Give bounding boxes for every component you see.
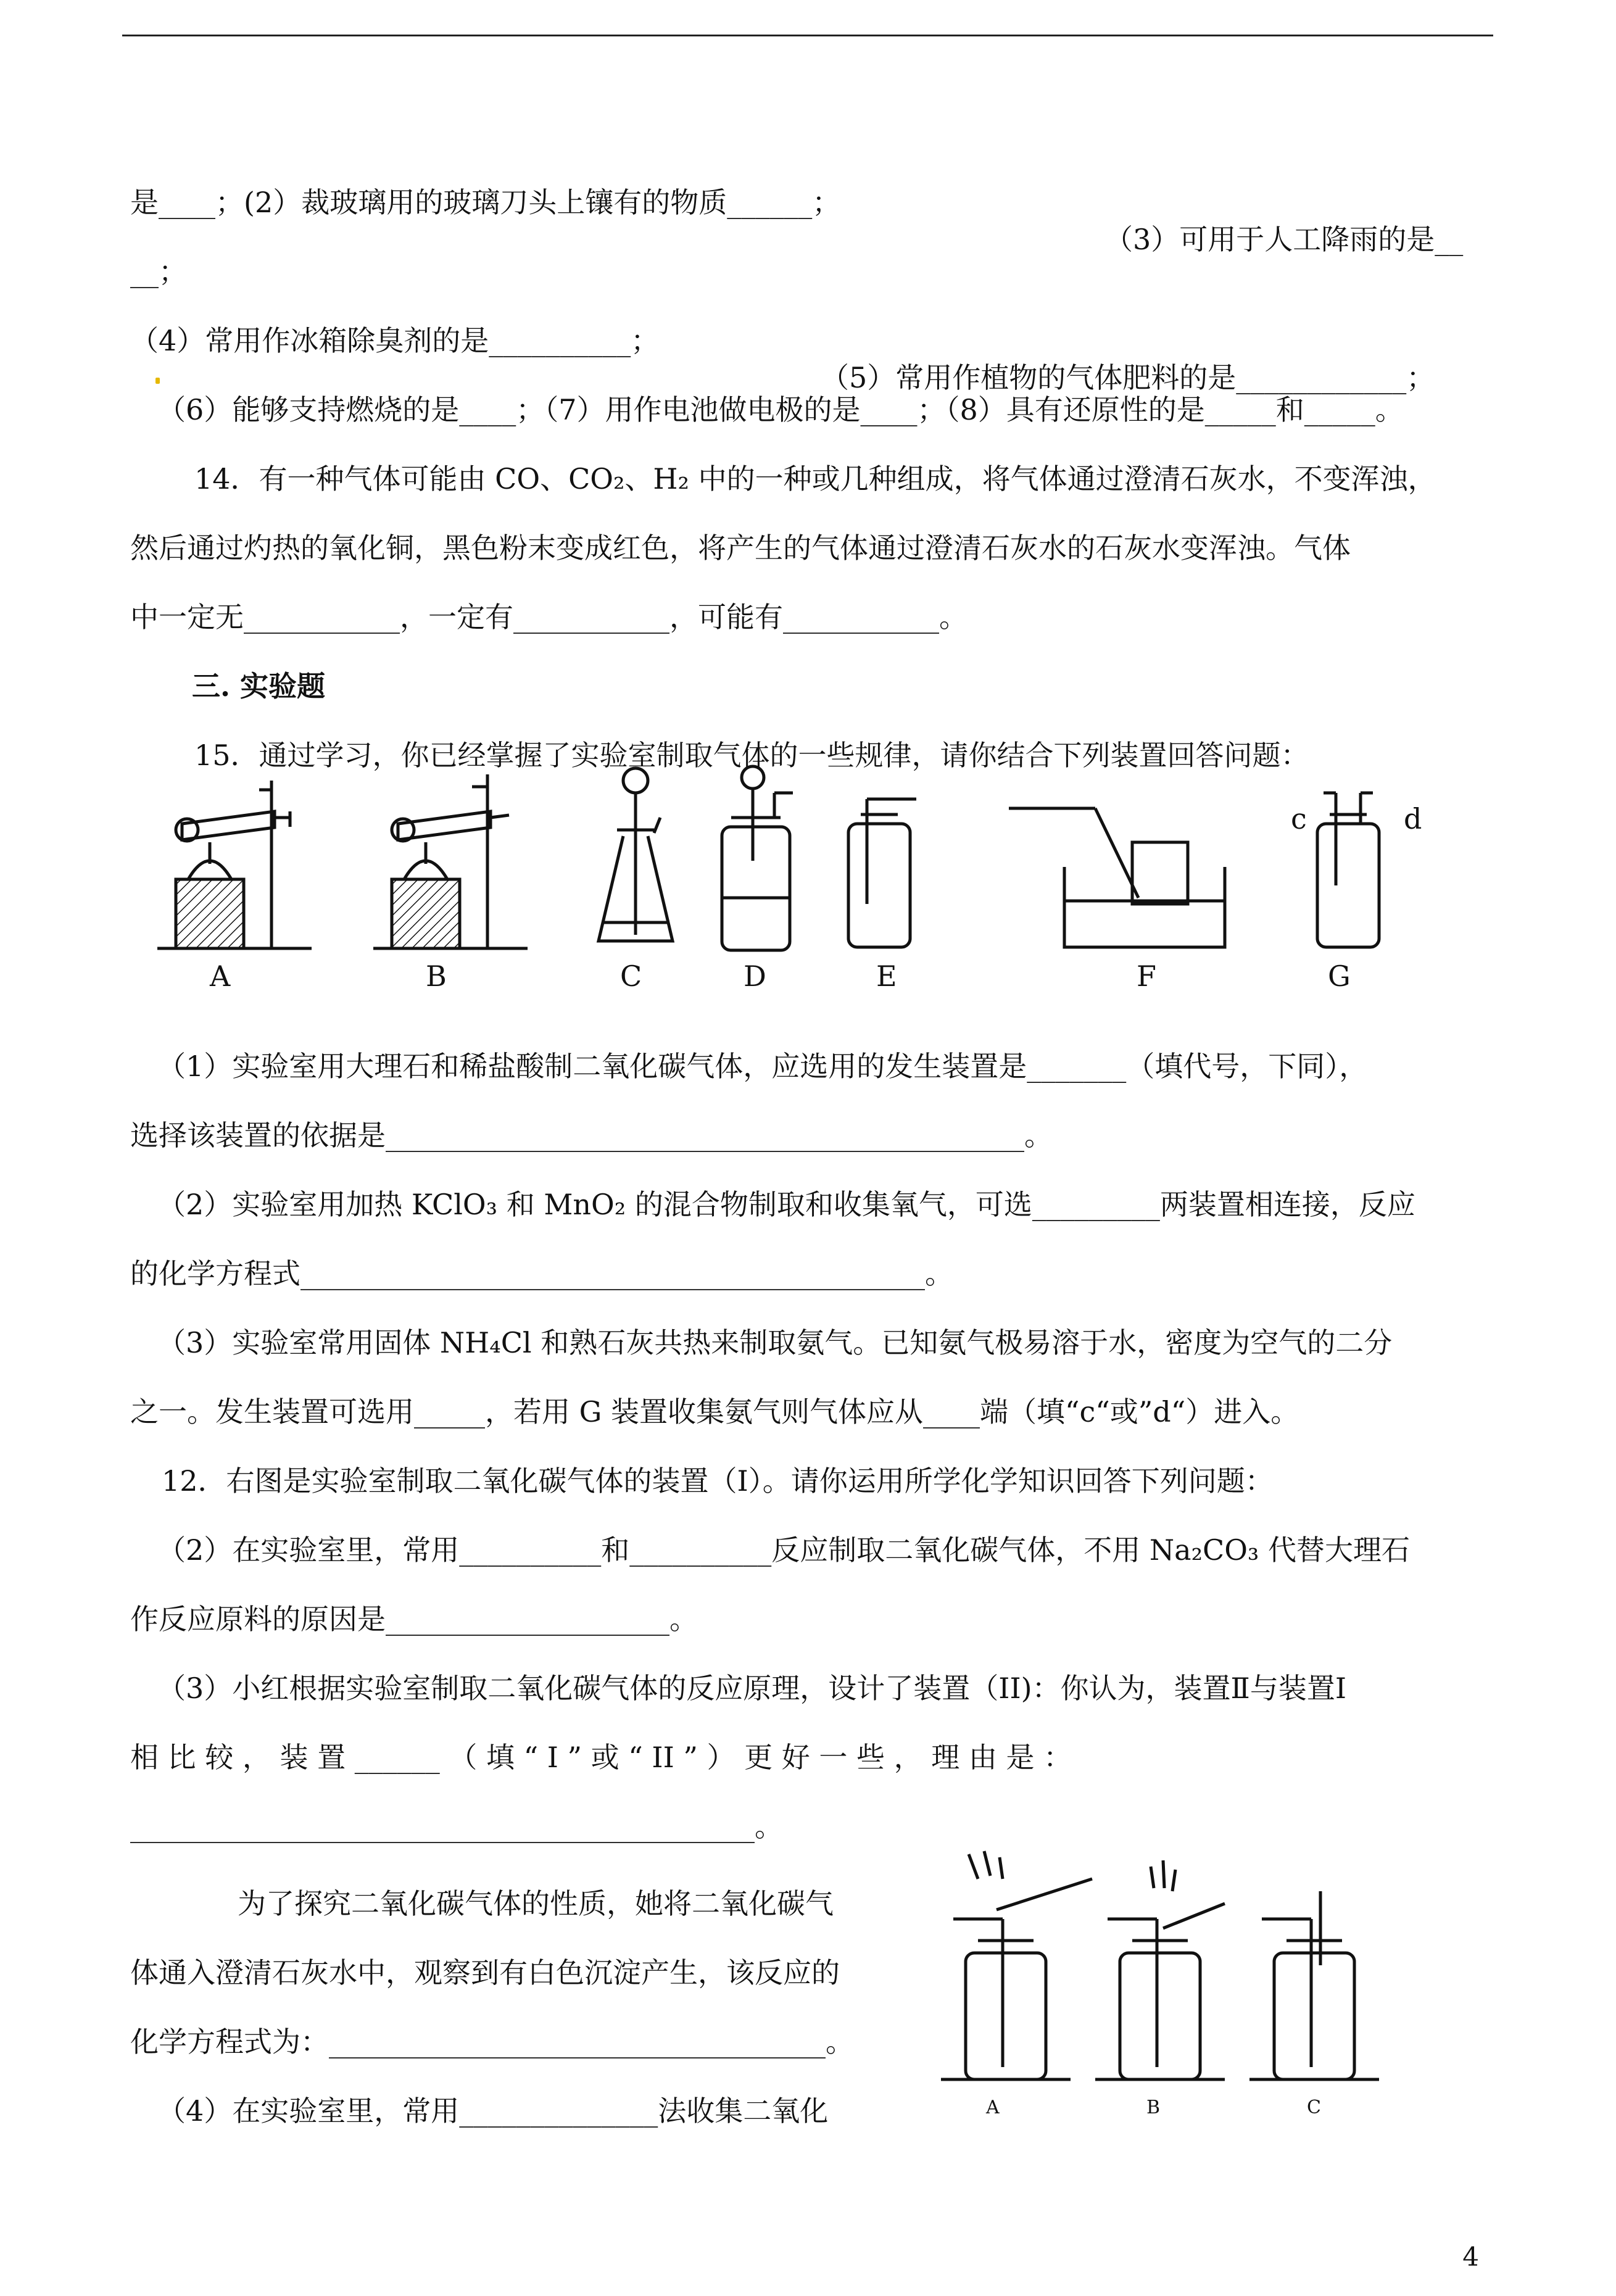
- apparatus-f: [1009, 808, 1225, 947]
- figure-label-b: B: [426, 959, 447, 993]
- text-line: [0, 423, 1616, 497]
- q15-part2: （2）实验室用加热 KClO₃ 和 MnO₂ 的混合物制取和收集氧气，可选_________两装置相连接，反应: [157, 1188, 1415, 1221]
- figure2-label-a: A: [986, 2097, 1000, 2118]
- q13-part1: 是____；(2）裁玻璃用的玻璃刀头上镶有的物质______；: [130, 186, 841, 219]
- q12-part2-cont: 作反应原料的原因是____________________。: [130, 1602, 698, 1636]
- apparatus-e: [848, 799, 916, 947]
- q12-part3-cont: 相 比 较 ， 装 置 ______ （ 填 “ I ” 或 “ II ” ） 更 好 一 些 ， 理 由 是 ：: [130, 1741, 1072, 1774]
- text-line: [0, 1011, 1616, 1085]
- text-line: [0, 216, 1616, 290]
- q13-part6-8: （6）能够支持燃烧的是____；（7）用作电池做电极的是____；（8）具有还原性的是_____和_____。: [157, 393, 1404, 426]
- stray-mark: [155, 378, 160, 384]
- text-line: [0, 1633, 1616, 1707]
- figure-label-g: G: [1328, 959, 1351, 993]
- q12-co2-property-cont: 体通入澄清石灰水中，观察到有白色沉淀产生，该反应的: [130, 1956, 840, 1989]
- q12-stem: 12．右图是实验室制取二氧化碳气体的装置（I）。请你运用所学化学知识回答下列问题：: [162, 1464, 1274, 1498]
- figure2-label-b: B: [1146, 2097, 1161, 2118]
- figure-label-a: A: [210, 959, 231, 993]
- q12-part2: （2）在实验室里，常用__________和__________反应制取二氧化碳气体，不用 Na₂CO₃ 代替大理石: [157, 1533, 1410, 1567]
- text-line: [0, 1218, 1616, 1292]
- q15-part3: （3）实验室常用固体 NH₄Cl 和熟石灰共热来制取氨气。已知氨气极易溶于水，密度为空气的二分: [157, 1326, 1393, 1359]
- q15-part1: （1）实验室用大理石和稀盐酸制二氧化碳气体，应选用的发生装置是_______（填代号，下同），: [157, 1050, 1368, 1083]
- section-heading: [0, 631, 1616, 705]
- q13-part3: （3）可用于人工降雨的是__: [1104, 223, 1464, 256]
- figure-label-d: D: [744, 959, 766, 993]
- q12-co2-property: 为了探究二氧化碳气体的性质，她将二氧化碳气: [238, 1887, 834, 1920]
- q15-part3-cont: 之一。发生装置可选用_____，若用 G 装置收集氨气则气体应从____端（填“c“或”d“）进入。: [130, 1395, 1299, 1428]
- q13-part5: （5）常用作植物的气体肥料的是____________；: [821, 361, 1435, 394]
- port-label-c: c: [1291, 802, 1307, 835]
- bottle-a: [941, 1851, 1092, 2079]
- port-label-d: d: [1404, 802, 1422, 835]
- q15-stem: 15．通过学习，你已经掌握了实验室制取气体的一些规律，请你结合下列装置回答问题：: [194, 739, 1309, 772]
- bottle-c: [1249, 1891, 1379, 2079]
- q13-part4: （4）常用作冰箱除臭剂的是__________；: [130, 324, 660, 357]
- header-rule: [122, 35, 1493, 36]
- text-line: [0, 1149, 1616, 1223]
- text-line: [0, 562, 1616, 636]
- figure-label-e: E: [876, 959, 897, 993]
- q12-part4: （4）在实验室里，常用______________法收集二氧化: [157, 2094, 829, 2128]
- text-line: [0, 354, 1616, 428]
- q13-continuation: __；: [130, 255, 187, 288]
- collection-figure-a-to-c: [941, 1842, 1407, 2123]
- q15-part1-reason: 选择该装置的依据是_____________________________________________。: [130, 1119, 1053, 1152]
- q14-line3: 中一定无___________，一定有___________，可能有___________。: [130, 600, 968, 634]
- figure-label-f: F: [1137, 959, 1156, 993]
- section-title: 三. 实验题: [192, 669, 326, 703]
- apparatus-figure-a-to-g: [157, 756, 1444, 995]
- bottle-b: [1095, 1860, 1225, 2079]
- figure-label-c: C: [620, 959, 642, 993]
- apparatus-c: [599, 768, 673, 941]
- q12-equation: 化学方程式为：___________________________________。: [130, 2025, 854, 2058]
- text-line: [0, 1564, 1616, 1638]
- q14-line2: 然后通过灼热的氧化铜，黑色粉末变成红色，将产生的气体通过澄清石灰水的石灰水变浑浊。气体: [130, 531, 1351, 565]
- q12-part3: （3）小红根据实验室制取二氧化碳气体的反应原理，设计了装置（II)：你认为，装置Ⅱ与装置Ⅰ: [157, 1672, 1346, 1705]
- text-line: [0, 1494, 1616, 1569]
- text-line: [0, 1080, 1616, 1154]
- text-line: [0, 492, 1616, 566]
- text-line: [0, 1425, 1616, 1499]
- text-line: [0, 1702, 1616, 1776]
- apparatus-b: [373, 774, 528, 948]
- q14-line1: 14．有一种气体可能由 CO、CO₂、H₂ 中的一种或几种组成，将气体通过澄清石灰水，不变浑浊，: [194, 462, 1436, 495]
- apparatus-a: [157, 781, 312, 948]
- q15-part2-equation: 的化学方程式____________________________________________。: [130, 1257, 953, 1290]
- figure2-label-c: C: [1307, 2097, 1321, 2118]
- page-number: 4: [1462, 2242, 1479, 2272]
- text-line: [0, 1356, 1616, 1430]
- text-line: [0, 1771, 1616, 1845]
- apparatus-g: [1317, 793, 1379, 947]
- q12-part3-reason: ____________________________________________。: [130, 1810, 783, 1843]
- text-line: [0, 1287, 1616, 1361]
- apparatus-d: [722, 766, 793, 950]
